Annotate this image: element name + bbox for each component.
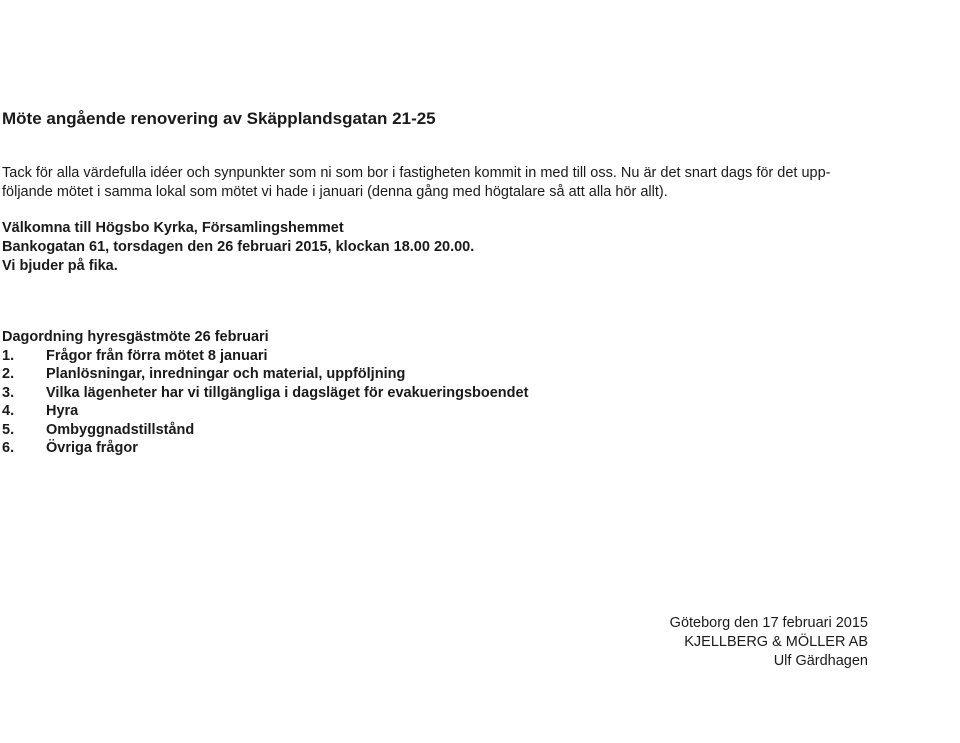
signature-name: Ulf Gärdhagen [773, 653, 868, 669]
agenda-item-number: 2. [2, 366, 15, 382]
agenda-item-number: 6. [2, 440, 15, 456]
agenda-item-text: Planlösningar, inredningar och material, uppföljning [46, 366, 406, 382]
agenda-item [2, 421, 528, 440]
intro-paragraph [2, 164, 882, 202]
agenda-item-number: 4. [2, 403, 15, 419]
agenda-item [2, 347, 528, 366]
agenda-section [2, 328, 528, 458]
agenda-item [2, 402, 528, 421]
agenda-title: Dagordning hyresgästmöte 26 februari [2, 329, 269, 345]
agenda-item-text: Vilka lägenheter har vi tillgängliga i dagsläget för evakueringsboendet [46, 384, 529, 401]
invitation-line: Välkomna till Högsbo Kyrka, Församlingshemmet [2, 220, 344, 236]
agenda-item-text: Ombyggnadstillstånd [46, 421, 195, 438]
agenda-item-text: Frågor från förra mötet 8 januari [46, 347, 268, 364]
signature-date: Göteborg den 17 februari 2015 [669, 615, 868, 631]
invitation-line: Vi bjuder på fika. [2, 258, 118, 274]
agenda-item-text: Hyra [46, 403, 79, 419]
intro-line: Tack för alla värdefulla idéer och synpunkter som ni som bor i fastigheten kommit in med till oss. Nu är det snart dags för det upp- [2, 165, 831, 181]
signature-block [670, 614, 868, 671]
invitation-block [2, 219, 474, 276]
intro-line: följande mötet i samma lokal som mötet vi hade i januari (denna gång med högtalare så att alla hör allt). [2, 184, 668, 200]
agenda-list [2, 347, 528, 458]
agenda-item-number: 5. [2, 421, 15, 438]
agenda-item [2, 384, 528, 403]
document-heading: Möte angående renovering av Skäpplandsgatan 21-25 [2, 109, 436, 128]
agenda-item-text: Övriga frågor [46, 440, 138, 456]
agenda-item [2, 439, 528, 458]
agenda-item-number: 3. [2, 384, 15, 401]
agenda-item [2, 365, 528, 384]
signature-company: KJELLBERG & MÖLLER AB [684, 634, 868, 650]
invitation-line: Bankogatan 61, torsdagen den 26 februari 2015, klockan 18.00 20.00. [2, 239, 475, 255]
agenda-item-number: 1. [2, 347, 15, 364]
